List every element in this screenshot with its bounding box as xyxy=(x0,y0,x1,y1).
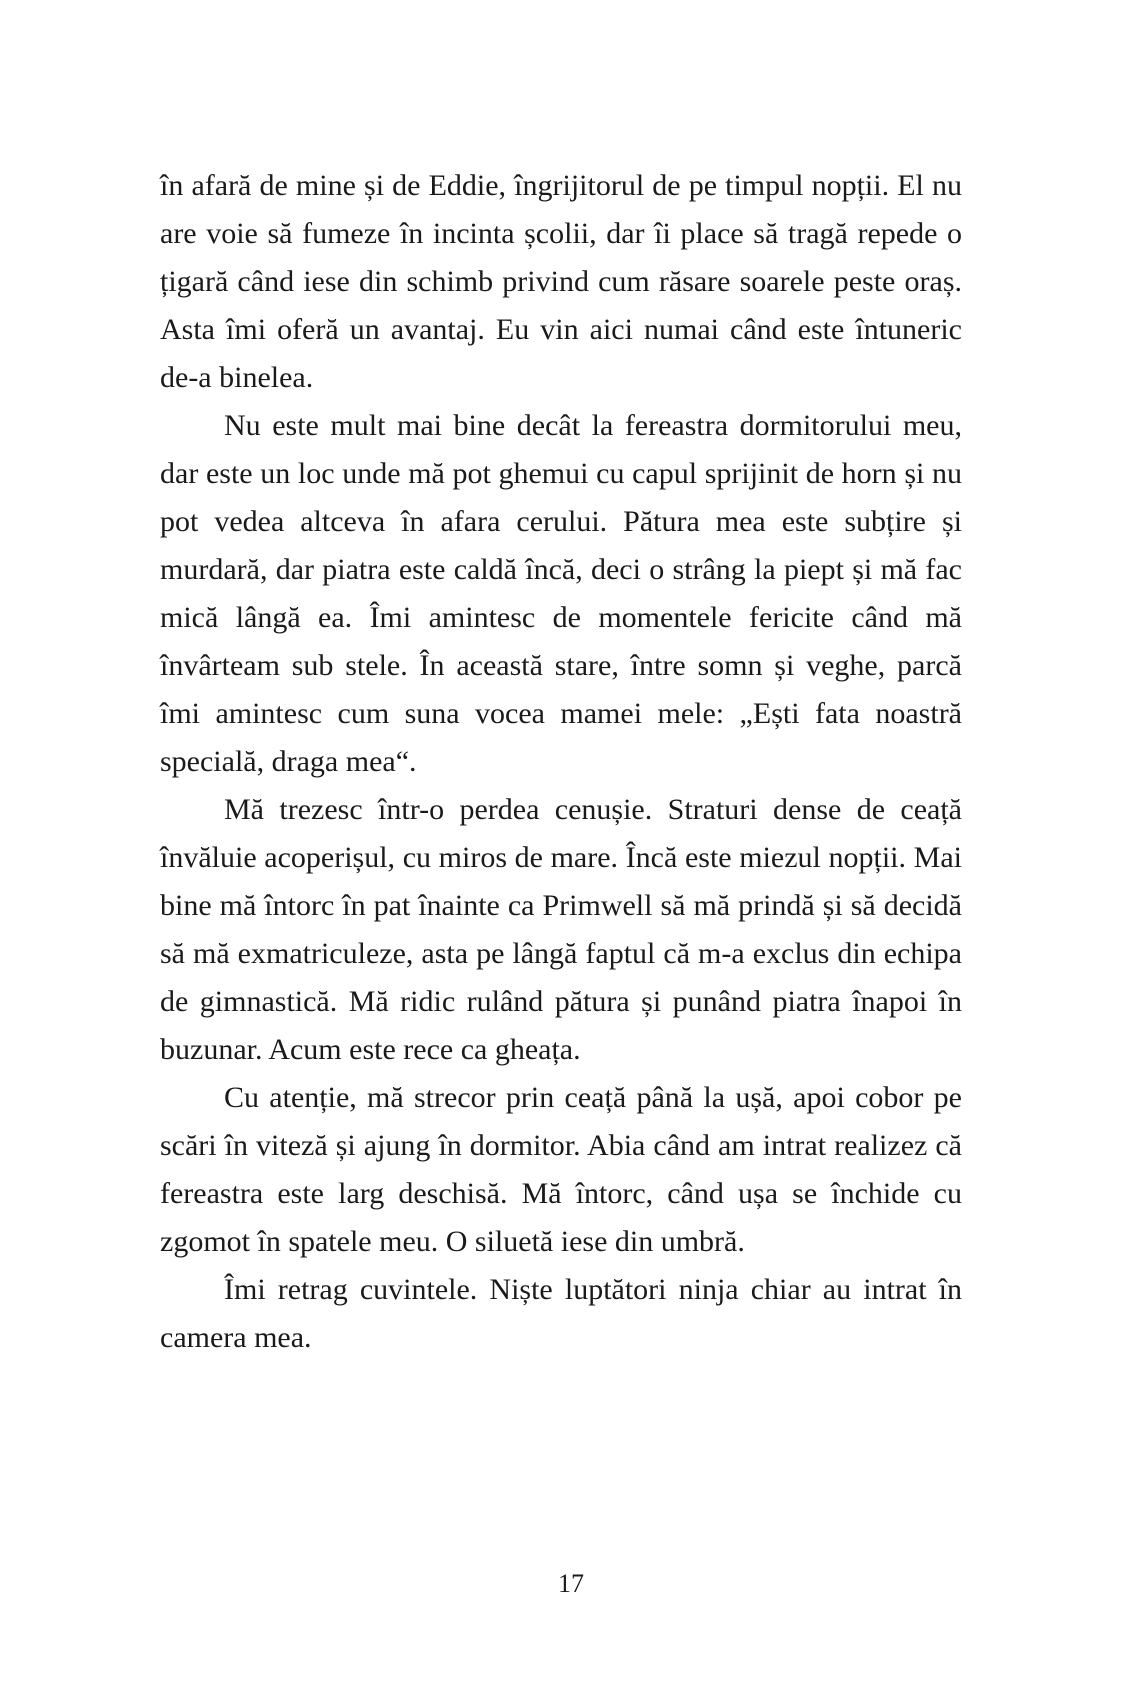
paragraph-1: în afară de mine și de Eddie, îngrijitorul de pe timpul nopții. El nu are voie să fumeze în incinta școlii, dar îi place să tragă repede o țigară când iese din schimb privind cum răsare soarele peste oraș. Asta îmi oferă un avantaj. Eu vin aici numai când este întuneric de-a binelea. xyxy=(160,169,962,394)
body-text xyxy=(160,162,962,1362)
page-number: 17 xyxy=(558,1569,584,1598)
paragraph-3: Mă trezesc într-o perdea cenușie. Straturi dense de ceață învăluie acoperișul, cu miros de mare. Încă este miezul nopții. Mai bine mă întorc în pat înainte ca Primwell să mă prindă și să decidă să mă exmatriculeze, asta pe lângă faptul că m-a exclus din echipa de gimnastică. Mă ridic rulând pătura și punând piatra înapoi în buzunar. Acum este rece ca gheața. xyxy=(160,793,962,1066)
paragraph-5: Îmi retrag cuvintele. Niște luptători ninja chiar au intrat în camera mea. xyxy=(160,1273,962,1354)
paragraph-4: Cu atenție, mă strecor prin ceață până la ușă, apoi cobor pe scări în viteză și ajung în dormitor. Abia când am intrat realizez că fereastra este larg deschisă. Mă întorc, când ușa se închide cu zgomot în spatele meu. O siluetă iese din umbră. xyxy=(160,1081,962,1258)
paragraph-2: Nu este mult mai bine decât la fereastra dormitorului meu, dar este un loc unde mă pot ghemui cu capul sprijinit de horn și nu pot vedea altceva în afara cerului. Pătura mea este subțire și murdară, dar piatra este caldă încă, deci o strâng la piept și mă fac mică lângă ea. Îmi amintesc de momentele fericite când mă învârteam sub stele. În această stare, între somn și veghe, parcă îmi amintesc cum suna vocea mamei mele: „Ești fata noastră specială, draga mea“. xyxy=(160,409,962,778)
